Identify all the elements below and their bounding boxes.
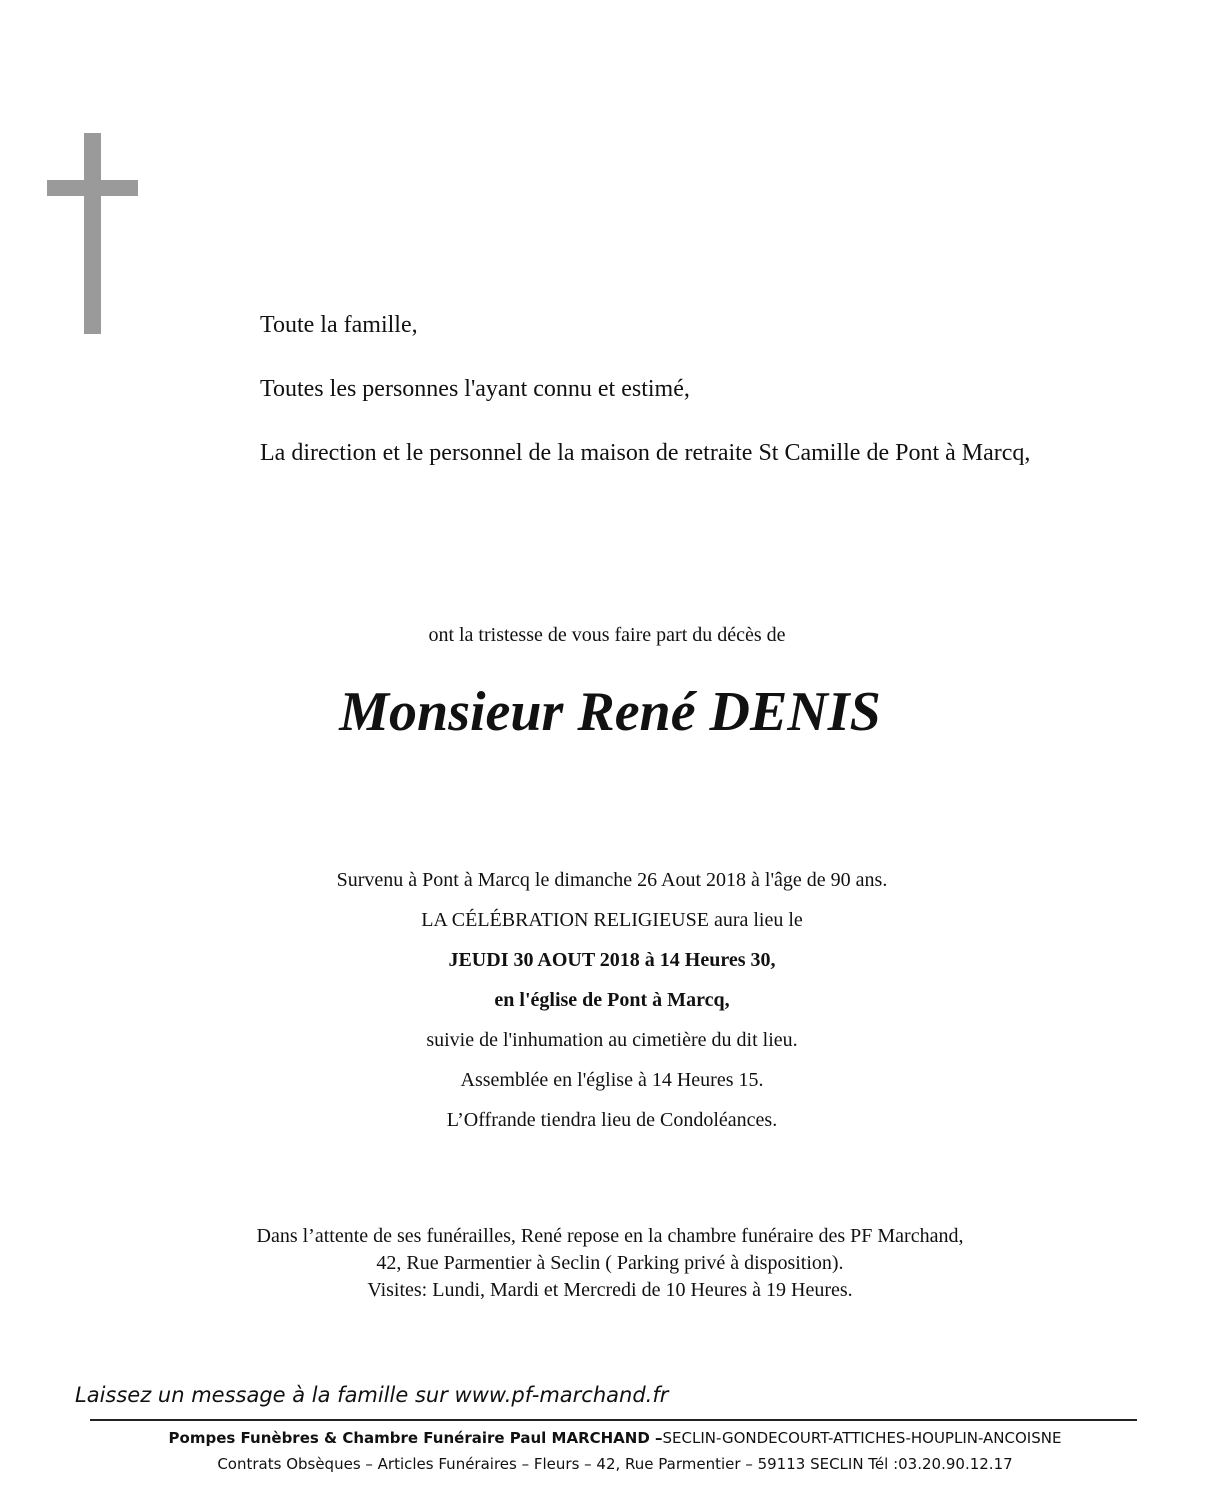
footer-locations: SECLIN-GONDECOURT-ATTICHES-HOUPLIN-ANCOISNE bbox=[662, 1429, 1062, 1447]
rest-line: Visites: Lundi, Mardi et Mercredi de 10 Heures à 19 Heures. bbox=[367, 1279, 853, 1301]
burial-info: suivie de l'inhumation au cimetière du dit lieu. bbox=[426, 1029, 798, 1051]
footer-company-name: Pompes Funèbres & Chambre Funéraire Paul MARCHAND – bbox=[168, 1429, 663, 1447]
offering-note: L’Offrande tiendra lieu de Condoléances. bbox=[446, 1109, 778, 1131]
ceremony-details bbox=[0, 866, 1214, 1146]
footer-divider bbox=[90, 1419, 1137, 1421]
rest-line: Dans l’attente de ses funérailles, René repose en la chambre funéraire des PF Marchand, bbox=[256, 1225, 964, 1247]
intro-acquaintances: Toutes les personnes l'ayant connu et estimé, bbox=[260, 376, 690, 402]
assembly-time: Assemblée en l'église à 14 Heures 15. bbox=[460, 1069, 764, 1091]
footer-services-line: Contrats Obsèques – Articles Funéraires – Fleurs – 42, Rue Parmentier – 59113 SECLIN Tél :03.20.90.12.17 bbox=[217, 1455, 1013, 1473]
intro-family: Toute la famille, bbox=[260, 312, 418, 338]
footer-company-line bbox=[0, 1429, 1214, 1447]
deceased-name: Monsieur René DENIS bbox=[339, 681, 881, 743]
ceremony-location: en l'église de Pont à Marcq, bbox=[494, 989, 730, 1011]
cross-horizontal-bar bbox=[47, 180, 138, 196]
ceremony-date: JEUDI 30 AOUT 2018 à 14 Heures 30, bbox=[448, 949, 776, 971]
ceremony-intro: LA CÉLÉBRATION RELIGIEUSE aura lieu le bbox=[421, 909, 803, 931]
online-message-note: Laissez un message à la famille sur www.pf-marchand.fr bbox=[75, 1383, 669, 1407]
death-info: Survenu à Pont à Marcq le dimanche 26 Aout 2018 à l'âge de 90 ans. bbox=[336, 869, 888, 891]
intro-retirement-home: La direction et le personnel de la maison de retraite St Camille de Pont à Marcq, bbox=[260, 440, 1031, 466]
cross-vertical-bar bbox=[84, 133, 101, 334]
funeral-home-info bbox=[0, 1223, 1214, 1304]
announcement-text: ont la tristesse de vous faire part du décès de bbox=[428, 624, 786, 646]
rest-line: 42, Rue Parmentier à Seclin ( Parking privé à disposition). bbox=[376, 1252, 844, 1274]
